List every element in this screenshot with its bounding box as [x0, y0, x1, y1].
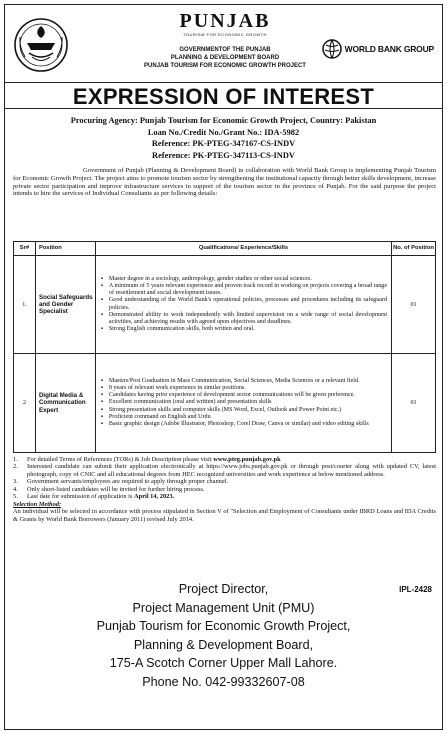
qualification-item: ▪ Strong presentation skills and computer skills (MS Word, Excel, Outlook and Power Point etc.) — [100, 407, 387, 414]
reference-block — [5, 115, 442, 161]
note-text: Interested candidate can submit their application electronically at https://www.jobs.punjab.gov.pk or through post/courier along with updated CV, latest photograph, copy of CNIC and all educational degrees from HEC recognized universities and work experience at below mentioned address. — [27, 463, 436, 478]
deadline-date: April 14, 2023. — [134, 493, 175, 501]
selection-method-text: An individual will be selected in accordance with process stipulated in Section V of "Selection and Employment of Consultants under IBRD Loans and IDA Credits & Grants by World Bank Borrowers (January 2011) revised July 2014. — [13, 508, 436, 523]
note-item — [13, 493, 436, 500]
table-header-row — [14, 242, 436, 256]
qualification-item: ▪ Demonstrated ability to work independently with limited supervision on a wide range of social development activities, and achieving results with agreed upon objectives and deadlines. — [100, 312, 387, 326]
government-seal-icon — [13, 17, 69, 73]
note-text: Government servants/employees are required to apply through proper channel. — [27, 478, 229, 486]
org-line-3: PUNJAB TOURISM FOR ECONOMIC GROWTH PROJECT — [144, 63, 306, 69]
note-text: Last date for submission of application is — [27, 493, 135, 501]
qualification-item: ▪ Master degree in a sociology, anthropology, gender studies or other social sciences. — [100, 276, 387, 283]
table-row — [14, 256, 436, 354]
row-count: 01 — [392, 354, 436, 453]
header-position: Position — [35, 242, 95, 256]
contact-footer — [5, 580, 442, 692]
notes-block — [13, 456, 436, 523]
punjab-logo-text: PUNJAB — [179, 10, 271, 32]
procuring-agency-line: Procuring Agency: Punjab Tourism for Economic Growth Project, Country: Pakistan — [70, 116, 377, 125]
world-bank-logo — [322, 39, 434, 59]
qualification-item: ▪ 8 years of relevant work experience in similar positions. — [100, 385, 387, 392]
loan-number-line: Loan No./Credit No./Grant No.: IDA-5982 — [147, 127, 300, 137]
note-item — [13, 456, 436, 463]
footer-phone: Phone No. 042-99332607-08 — [142, 674, 305, 689]
footer-line: 175-A Scotch Corner Upper Mall Lahore. — [109, 656, 338, 671]
row-position: Digital Media & Communication Expert — [35, 354, 95, 453]
punjab-logo-tagline: TOURISM FOR ECONOMIC GROWTH — [183, 32, 267, 37]
note-text: For detailed Terms of References (TORs) & Job Description please visit — [27, 456, 214, 463]
note-number: 5. — [13, 493, 18, 501]
header-sr: Sr# — [14, 242, 36, 256]
qualification-item: ▪ Candidates having prior experience of development sector communications will be given preference. — [100, 392, 387, 399]
page-title: EXPRESSION OF INTEREST — [5, 82, 442, 109]
note-number: 2. — [13, 463, 18, 471]
positions-table — [13, 241, 436, 453]
footer-line: Project Management Unit (PMU) — [132, 600, 315, 615]
row-position: Social Safeguards and Gender Specialist — [35, 256, 95, 354]
note-number: 4. — [13, 485, 18, 493]
intro-paragraph: Government of Punjab (Planning & Development Board) in collaboration with World Bank Group is implementing Punjab Tourism for Economic Growth Project. The project aims to promote tourism sector by strengthening the institutional capacity through better skills development, increase private sector participation and improve infrastructure services in support of the tourism sector in the province of Punjab. For the said purpose the project intends to hire the services of Individual Consultants as per following details: — [13, 167, 436, 198]
note-item — [13, 478, 436, 485]
footer-line: Planning & Development Board, — [133, 637, 314, 652]
footer-line: Punjab Tourism for Economic Growth Project, — [96, 619, 351, 634]
qualification-item: ▪ Masters/Post Graduation in Mass Communication, Social Sciences, Media Sciences or a relevant field. — [100, 378, 387, 385]
world-bank-logo-text: WORLD BANK GROUP — [344, 44, 434, 54]
qualification-item: ▪ Excellent communication (oral and written) and presentation skills — [100, 399, 387, 406]
note-number: 1. — [13, 456, 18, 463]
note-text: Only short-listed candidates will be invited for further hiring process. — [27, 485, 205, 493]
reference-line-2: Reference: PK-PTEG-347113-CS-INDV — [152, 150, 295, 160]
qualification-item: ▪ A minimum of 5 years relevant experience and proven track record in working on projects covering a broad range of resettlement and social development issues. — [100, 283, 387, 297]
header-qualifications: Qualifications/ Experience/Skills — [95, 242, 391, 256]
qualification-item: ▪ Basic graphic design (Adobe Illustrator, Photoshop, Corel Draw, Canva or similar) and video editing skills — [100, 421, 387, 428]
note-number: 3. — [13, 478, 18, 486]
ad-code: IPL-2428 — [399, 585, 432, 594]
row-qualifications — [95, 354, 391, 453]
note-item — [13, 463, 436, 478]
note-item — [13, 486, 436, 493]
footer-line: Project Director, — [178, 582, 269, 596]
org-line-1: GOVERNMENTOF THE PUNJAB — [179, 47, 271, 53]
row-count: 01 — [392, 256, 436, 354]
world-bank-globe-icon — [322, 39, 342, 59]
qualification-item: ▪ Good understanding of the World Bank's operational policies, processes and procedures including its safeguard policies. — [100, 297, 387, 311]
qualification-item: ▪ Proficient command on English and Urdu — [100, 414, 387, 421]
selection-method-heading: Selection Method: — [13, 500, 62, 508]
tor-website-link[interactable]: www.pteg.punjab.gov.pk — [213, 456, 281, 463]
row-sr: 2 — [14, 354, 36, 453]
row-sr: 1. — [14, 256, 36, 354]
qualification-item: ▪ Strong English communication skills, both written and oral. — [100, 326, 387, 333]
org-line-2: PLANNING & DEVELOPMENT BOARD — [170, 55, 280, 61]
reference-line-1: Reference: PK-PTEG-347167-CS-INDV — [151, 139, 296, 148]
header — [5, 5, 442, 83]
row-qualifications — [95, 256, 391, 354]
advertisement-page — [4, 4, 443, 730]
table-row — [14, 354, 436, 453]
header-center — [115, 11, 335, 70]
header-no-of-position: No. of Position — [392, 242, 436, 256]
